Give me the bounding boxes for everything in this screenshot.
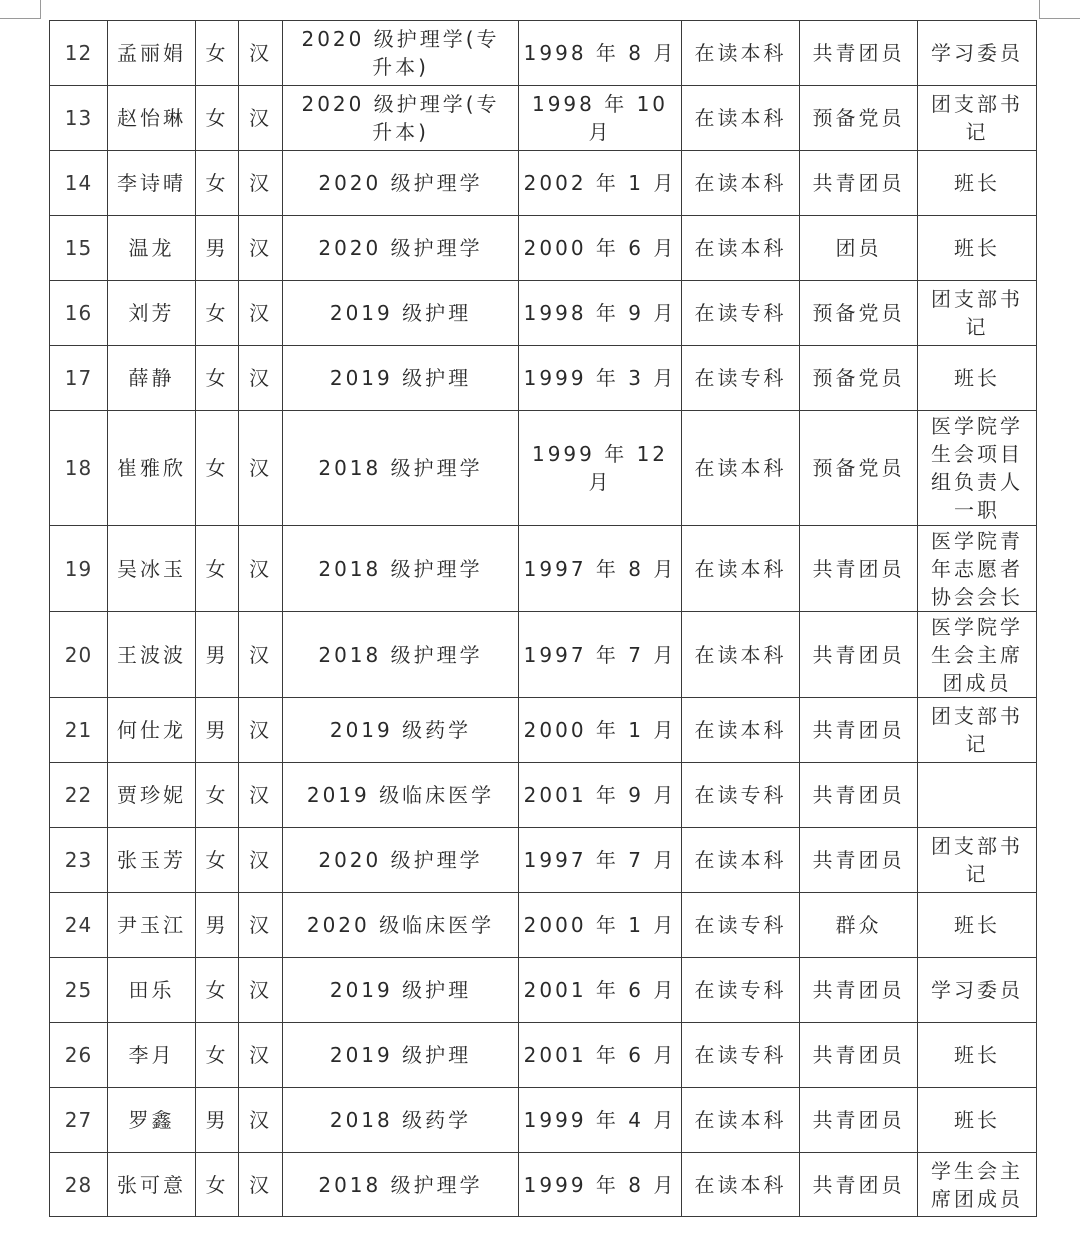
cell-name: 崔雅欣 xyxy=(108,411,196,526)
cell-name: 李月 xyxy=(108,1023,196,1088)
cell-ethnicity: 汉 xyxy=(239,763,283,828)
cell-study-status: 在读专科 xyxy=(682,281,800,346)
cell-position: 学习委员 xyxy=(918,958,1037,1023)
cell-study-status: 在读本科 xyxy=(682,216,800,281)
table-row xyxy=(50,1153,1037,1217)
cell-political-status: 共青团员 xyxy=(800,612,918,698)
cell-class-major: 2018 级药学 xyxy=(283,1088,519,1153)
table-row xyxy=(50,698,1037,763)
cell-political-status: 预备党员 xyxy=(800,281,918,346)
cell-name: 吴冰玉 xyxy=(108,526,196,612)
cell-class-major: 2018 级护理学 xyxy=(283,1153,519,1217)
cell-ethnicity: 汉 xyxy=(239,151,283,216)
cell-gender: 女 xyxy=(196,958,239,1023)
table-row xyxy=(50,281,1037,346)
cell-class-major: 2019 级药学 xyxy=(283,698,519,763)
cell-birth-date: 2000 年 1 月 xyxy=(519,698,682,763)
cell-position: 班长 xyxy=(918,1023,1037,1088)
cell-name: 温龙 xyxy=(108,216,196,281)
cell-name: 张玉芳 xyxy=(108,828,196,893)
cell-gender: 女 xyxy=(196,763,239,828)
cell-name: 尹玉江 xyxy=(108,893,196,958)
cell-number: 28 xyxy=(50,1153,108,1217)
cell-political-status: 共青团员 xyxy=(800,828,918,893)
cell-name: 贾珍妮 xyxy=(108,763,196,828)
table-row xyxy=(50,612,1037,698)
cell-position: 医学院学生会项目组负责人一职 xyxy=(918,411,1037,526)
cell-number: 27 xyxy=(50,1088,108,1153)
cell-position xyxy=(918,763,1037,828)
cell-birth-date: 1998 年 9 月 xyxy=(519,281,682,346)
cell-political-status: 共青团员 xyxy=(800,1023,918,1088)
table-row xyxy=(50,151,1037,216)
cell-study-status: 在读专科 xyxy=(682,346,800,411)
cell-political-status: 预备党员 xyxy=(800,86,918,151)
cell-gender: 男 xyxy=(196,1088,239,1153)
cell-number: 17 xyxy=(50,346,108,411)
cell-name: 何仕龙 xyxy=(108,698,196,763)
cell-position: 学生会主席团成员 xyxy=(918,1153,1037,1217)
cell-gender: 男 xyxy=(196,216,239,281)
cell-ethnicity: 汉 xyxy=(239,281,283,346)
cell-position: 班长 xyxy=(918,216,1037,281)
table-row xyxy=(50,1023,1037,1088)
cell-class-major: 2020 级护理学 xyxy=(283,151,519,216)
cell-birth-date: 1997 年 8 月 xyxy=(519,526,682,612)
cell-number: 12 xyxy=(50,21,108,86)
cell-study-status: 在读专科 xyxy=(682,893,800,958)
cell-gender: 男 xyxy=(196,698,239,763)
cell-birth-date: 2001 年 6 月 xyxy=(519,958,682,1023)
cell-number: 25 xyxy=(50,958,108,1023)
cell-birth-date: 2001 年 6 月 xyxy=(519,1023,682,1088)
cell-gender: 女 xyxy=(196,828,239,893)
cell-gender: 女 xyxy=(196,346,239,411)
cell-political-status: 共青团员 xyxy=(800,21,918,86)
cell-ethnicity: 汉 xyxy=(239,612,283,698)
cell-study-status: 在读本科 xyxy=(682,21,800,86)
cell-ethnicity: 汉 xyxy=(239,958,283,1023)
cell-study-status: 在读本科 xyxy=(682,828,800,893)
cell-political-status: 共青团员 xyxy=(800,1088,918,1153)
cell-ethnicity: 汉 xyxy=(239,526,283,612)
table-row xyxy=(50,411,1037,526)
cell-name: 张可意 xyxy=(108,1153,196,1217)
cell-study-status: 在读本科 xyxy=(682,526,800,612)
cell-name: 罗鑫 xyxy=(108,1088,196,1153)
cell-ethnicity: 汉 xyxy=(239,1153,283,1217)
cell-number: 26 xyxy=(50,1023,108,1088)
cell-class-major: 2020 级护理学(专升本) xyxy=(283,86,519,151)
cell-name: 田乐 xyxy=(108,958,196,1023)
table-row xyxy=(50,893,1037,958)
cell-number: 18 xyxy=(50,411,108,526)
cell-ethnicity: 汉 xyxy=(239,411,283,526)
cell-birth-date: 1999 年 12 月 xyxy=(519,411,682,526)
cell-name: 李诗晴 xyxy=(108,151,196,216)
cell-political-status: 团员 xyxy=(800,216,918,281)
cell-political-status: 预备党员 xyxy=(800,346,918,411)
cell-position: 班长 xyxy=(918,1088,1037,1153)
cell-gender: 女 xyxy=(196,21,239,86)
cell-position: 团支部书记 xyxy=(918,86,1037,151)
cell-position: 班长 xyxy=(918,893,1037,958)
cell-birth-date: 2000 年 1 月 xyxy=(519,893,682,958)
cell-class-major: 2019 级护理 xyxy=(283,1023,519,1088)
cell-study-status: 在读本科 xyxy=(682,1088,800,1153)
table-row xyxy=(50,86,1037,151)
cell-number: 20 xyxy=(50,612,108,698)
cell-political-status: 群众 xyxy=(800,893,918,958)
cell-birth-date: 1997 年 7 月 xyxy=(519,612,682,698)
cell-study-status: 在读专科 xyxy=(682,958,800,1023)
cell-name: 赵怡琳 xyxy=(108,86,196,151)
table-row xyxy=(50,763,1037,828)
cell-position: 医学院青年志愿者协会会长 xyxy=(918,526,1037,612)
cell-birth-date: 1998 年 8 月 xyxy=(519,21,682,86)
cell-number: 14 xyxy=(50,151,108,216)
cell-study-status: 在读专科 xyxy=(682,1023,800,1088)
cell-study-status: 在读专科 xyxy=(682,763,800,828)
cell-number: 19 xyxy=(50,526,108,612)
cell-birth-date: 1999 年 3 月 xyxy=(519,346,682,411)
cell-political-status: 共青团员 xyxy=(800,763,918,828)
cell-political-status: 共青团员 xyxy=(800,958,918,1023)
cell-birth-date: 2001 年 9 月 xyxy=(519,763,682,828)
cell-ethnicity: 汉 xyxy=(239,216,283,281)
cell-political-status: 共青团员 xyxy=(800,526,918,612)
cell-position: 医学院学生会主席团成员 xyxy=(918,612,1037,698)
cell-position: 班长 xyxy=(918,346,1037,411)
cell-number: 21 xyxy=(50,698,108,763)
cell-gender: 女 xyxy=(196,526,239,612)
cell-position: 团支部书记 xyxy=(918,698,1037,763)
cell-class-major: 2020 级临床医学 xyxy=(283,893,519,958)
cell-ethnicity: 汉 xyxy=(239,1023,283,1088)
cell-birth-date: 1997 年 7 月 xyxy=(519,828,682,893)
cell-ethnicity: 汉 xyxy=(239,893,283,958)
roster-body xyxy=(50,21,1037,1217)
table-row xyxy=(50,958,1037,1023)
cell-study-status: 在读本科 xyxy=(682,698,800,763)
cell-number: 24 xyxy=(50,893,108,958)
cell-class-major: 2018 级护理学 xyxy=(283,612,519,698)
cell-political-status: 预备党员 xyxy=(800,411,918,526)
cell-gender: 女 xyxy=(196,151,239,216)
cell-gender: 女 xyxy=(196,1153,239,1217)
cell-gender: 女 xyxy=(196,411,239,526)
cell-class-major: 2020 级护理学 xyxy=(283,828,519,893)
table-row xyxy=(50,828,1037,893)
cell-class-major: 2019 级护理 xyxy=(283,958,519,1023)
cell-class-major: 2019 级护理 xyxy=(283,346,519,411)
cell-number: 13 xyxy=(50,86,108,151)
cell-class-major: 2019 级临床医学 xyxy=(283,763,519,828)
table-row xyxy=(50,1088,1037,1153)
cell-ethnicity: 汉 xyxy=(239,1088,283,1153)
cell-birth-date: 1998 年 10 月 xyxy=(519,86,682,151)
cell-study-status: 在读本科 xyxy=(682,86,800,151)
cell-birth-date: 2000 年 6 月 xyxy=(519,216,682,281)
cell-class-major: 2020 级护理学 xyxy=(283,216,519,281)
table-row xyxy=(50,21,1037,86)
cell-ethnicity: 汉 xyxy=(239,698,283,763)
cell-position: 团支部书记 xyxy=(918,281,1037,346)
cell-number: 16 xyxy=(50,281,108,346)
cell-political-status: 共青团员 xyxy=(800,151,918,216)
cell-class-major: 2019 级护理 xyxy=(283,281,519,346)
cell-gender: 女 xyxy=(196,86,239,151)
cell-birth-date: 1999 年 8 月 xyxy=(519,1153,682,1217)
cell-gender: 男 xyxy=(196,612,239,698)
page-corner-mark-right xyxy=(1039,0,1080,19)
cell-study-status: 在读本科 xyxy=(682,151,800,216)
cell-position: 学习委员 xyxy=(918,21,1037,86)
cell-gender: 女 xyxy=(196,1023,239,1088)
cell-name: 王波波 xyxy=(108,612,196,698)
cell-birth-date: 2002 年 1 月 xyxy=(519,151,682,216)
table-row xyxy=(50,216,1037,281)
cell-ethnicity: 汉 xyxy=(239,21,283,86)
cell-number: 22 xyxy=(50,763,108,828)
cell-study-status: 在读本科 xyxy=(682,411,800,526)
cell-position: 班长 xyxy=(918,151,1037,216)
cell-name: 孟丽娟 xyxy=(108,21,196,86)
cell-gender: 女 xyxy=(196,281,239,346)
cell-class-major: 2018 级护理学 xyxy=(283,411,519,526)
cell-political-status: 共青团员 xyxy=(800,698,918,763)
table-row xyxy=(50,346,1037,411)
page-corner-mark-left xyxy=(0,0,41,19)
cell-ethnicity: 汉 xyxy=(239,346,283,411)
cell-name: 薛静 xyxy=(108,346,196,411)
student-roster-table xyxy=(49,20,1037,1217)
table-row xyxy=(50,526,1037,612)
cell-name: 刘芳 xyxy=(108,281,196,346)
cell-gender: 男 xyxy=(196,893,239,958)
cell-position: 团支部书记 xyxy=(918,828,1037,893)
cell-political-status: 共青团员 xyxy=(800,1153,918,1217)
cell-class-major: 2018 级护理学 xyxy=(283,526,519,612)
cell-number: 23 xyxy=(50,828,108,893)
cell-birth-date: 1999 年 4 月 xyxy=(519,1088,682,1153)
cell-ethnicity: 汉 xyxy=(239,86,283,151)
cell-class-major: 2020 级护理学(专升本) xyxy=(283,21,519,86)
cell-number: 15 xyxy=(50,216,108,281)
cell-study-status: 在读本科 xyxy=(682,612,800,698)
cell-study-status: 在读本科 xyxy=(682,1153,800,1217)
cell-ethnicity: 汉 xyxy=(239,828,283,893)
